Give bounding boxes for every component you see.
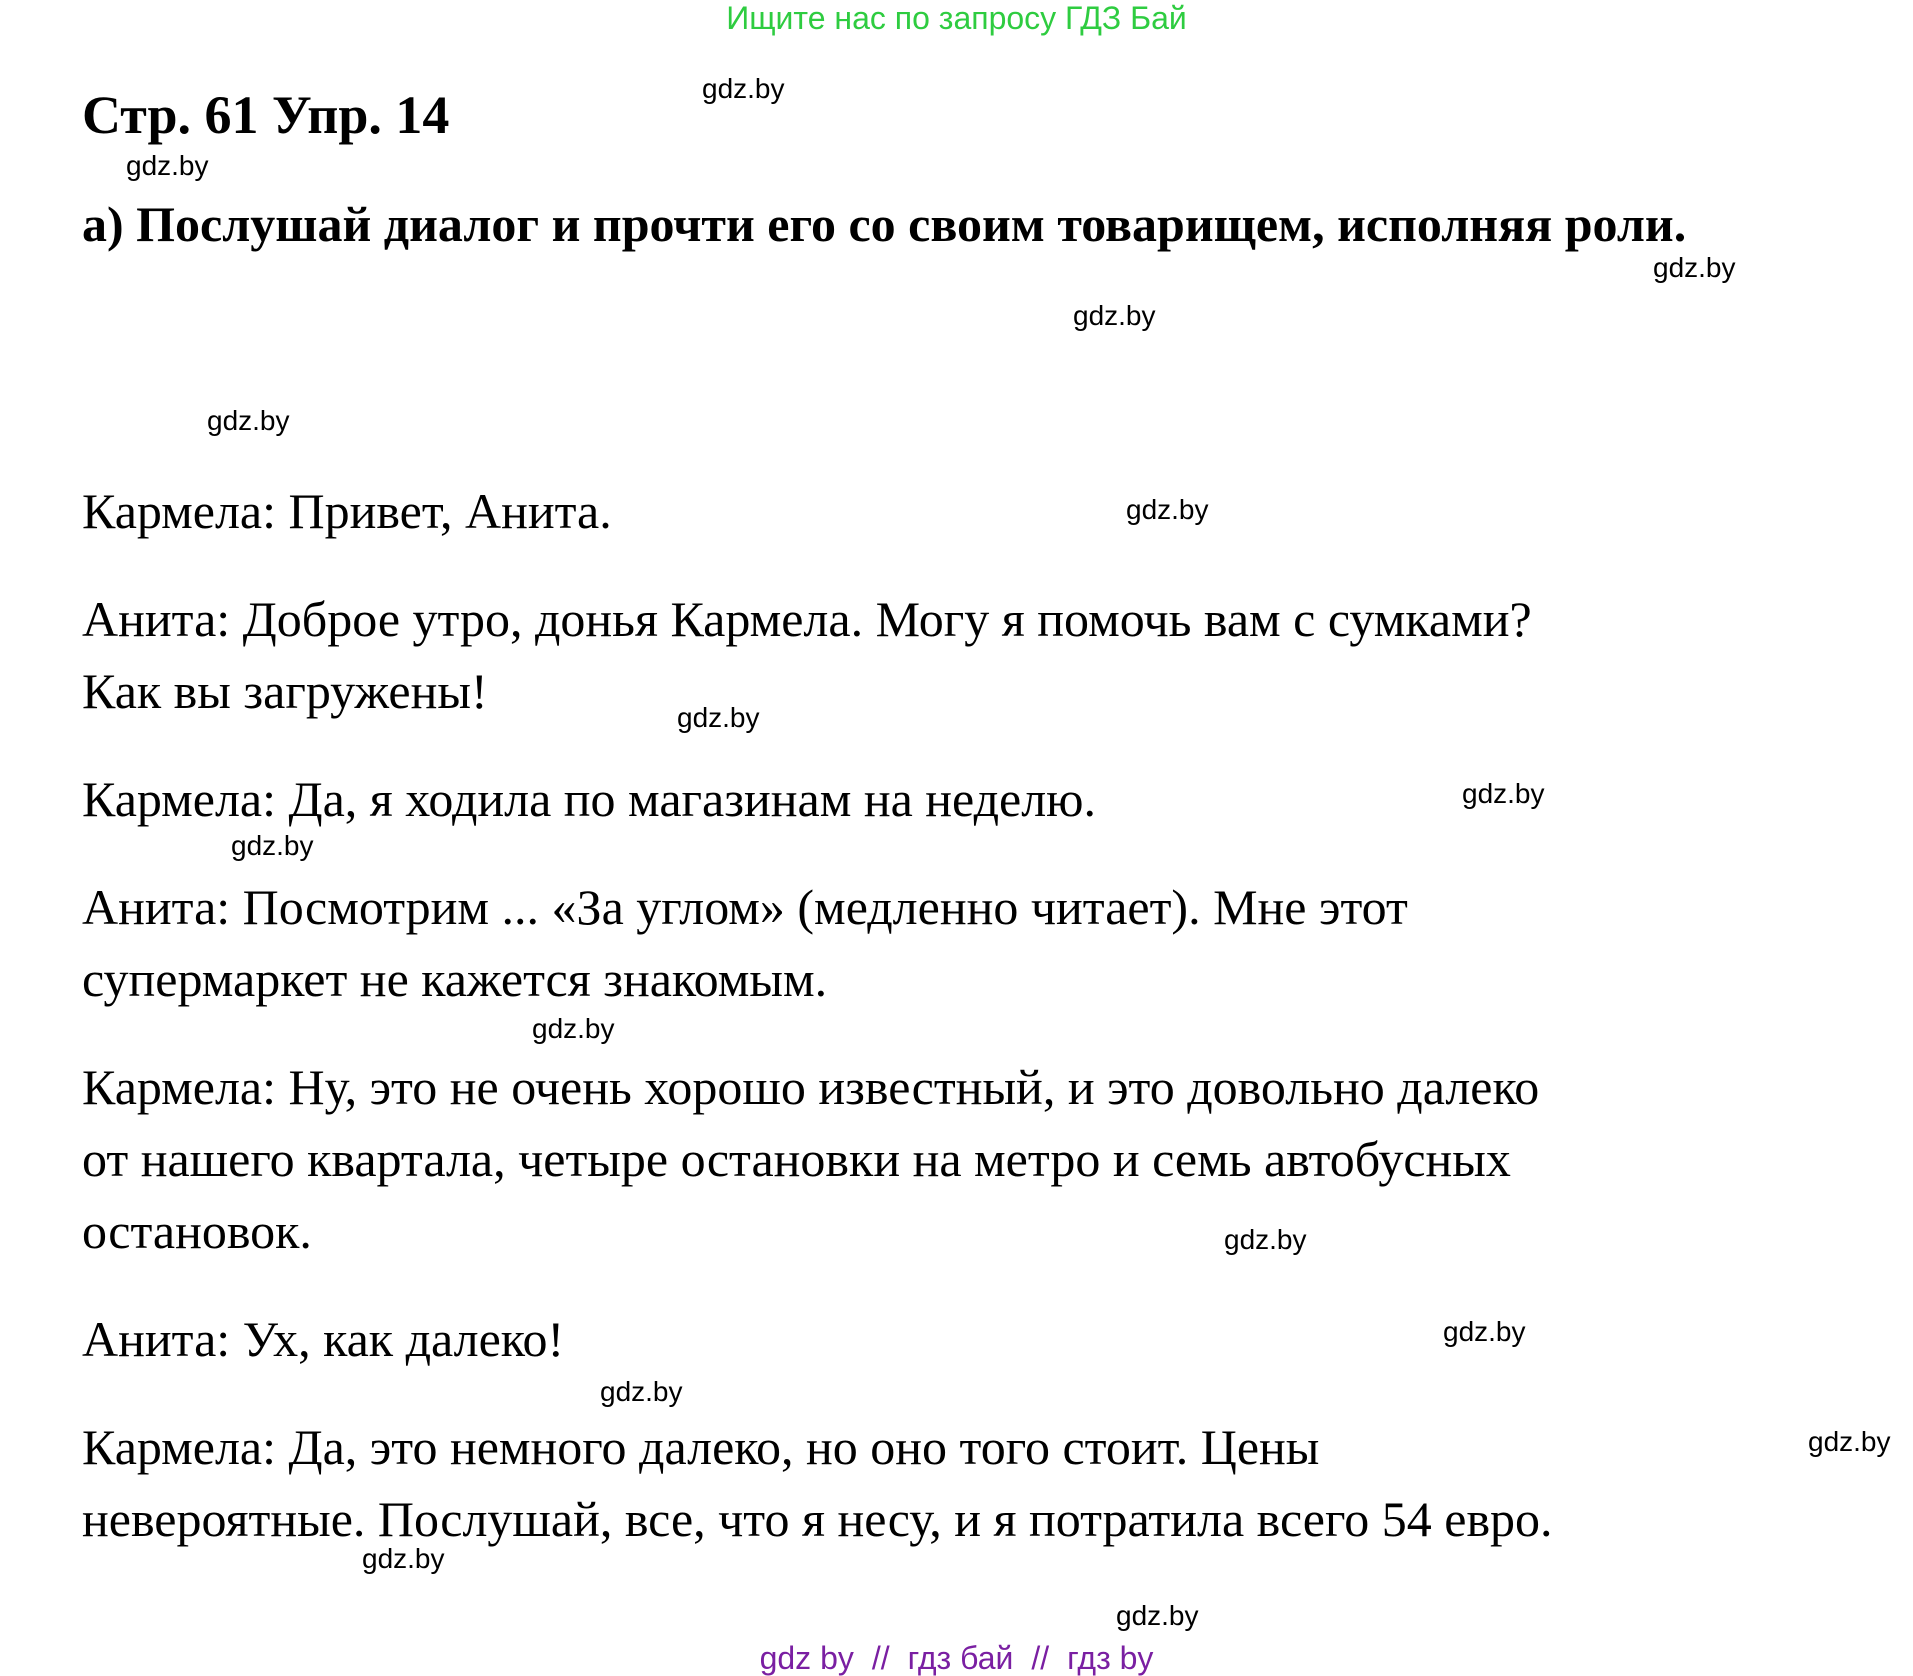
watermark: gdz.by <box>1224 1224 1307 1255</box>
dialogue-line: Кармела: Да, я ходила по магазинам на неделю. <box>82 771 1097 827</box>
footer-separator: // <box>871 1640 890 1676</box>
dialogue-line: Как вы загружены! <box>82 663 488 719</box>
dialogue-line: от нашего квартала, четыре остановки на метро и семь автобусных <box>82 1131 1511 1187</box>
task-instruction: а) Послушай диалог и прочти его со своим товарищем, исполняя роли. <box>82 196 1687 252</box>
watermark: gdz.by <box>1653 252 1736 283</box>
dialogue-line: Кармела: Ну, это не очень хорошо известный, и это довольно далеко <box>82 1059 1540 1115</box>
dialogue-line: Кармела: Да, это немного далеко, но оно того стоит. Цены <box>82 1419 1320 1475</box>
top-banner[interactable]: Ищите нас по запросу ГДЗ Бай <box>726 0 1187 36</box>
watermark: gdz.by <box>126 150 209 181</box>
watermark: gdz.by <box>532 1013 615 1044</box>
watermark: gdz.by <box>1808 1426 1891 1457</box>
page-title: Стр. 61 Упр. 14 <box>82 85 450 145</box>
watermark: gdz.by <box>1462 778 1545 809</box>
watermark: gdz.by <box>1073 300 1156 331</box>
watermark: gdz.by <box>677 702 760 733</box>
watermark: gdz.by <box>207 405 290 436</box>
watermark: gdz.by <box>702 73 785 104</box>
watermark: gdz.by <box>231 830 314 861</box>
footer-link-gdz-by[interactable]: gdz by <box>759 1640 854 1676</box>
dialogue-line: Анита: Посмотрим ... «За углом» (медленно читает). Мне этот <box>82 879 1408 935</box>
dialogue-line: Анита: Ух, как далеко! <box>82 1311 565 1367</box>
watermark: gdz.by <box>1116 1600 1199 1631</box>
footer-link-gdz-by-cyr[interactable]: гдз by <box>1067 1640 1154 1676</box>
watermark: gdz.by <box>600 1376 683 1407</box>
footer-separator: // <box>1031 1640 1050 1676</box>
watermark: gdz.by <box>1443 1316 1526 1347</box>
watermark: gdz.by <box>362 1543 445 1574</box>
dialogue-line: остановок. <box>82 1203 312 1259</box>
dialogue-line: Кармела: Привет, Анита. <box>82 483 612 539</box>
footer-link-gdz-bai[interactable]: гдз бай <box>907 1640 1014 1676</box>
dialogue-line: супермаркет не кажется знакомым. <box>82 951 828 1007</box>
watermark: gdz.by <box>1126 494 1209 525</box>
dialogue-line: Анита: Доброе утро, донья Кармела. Могу я помочь вам с сумками? <box>82 591 1532 647</box>
dialogue-line: невероятные. Послушай, все, что я несу, и я потратила всего 54 евро. <box>82 1491 1553 1547</box>
